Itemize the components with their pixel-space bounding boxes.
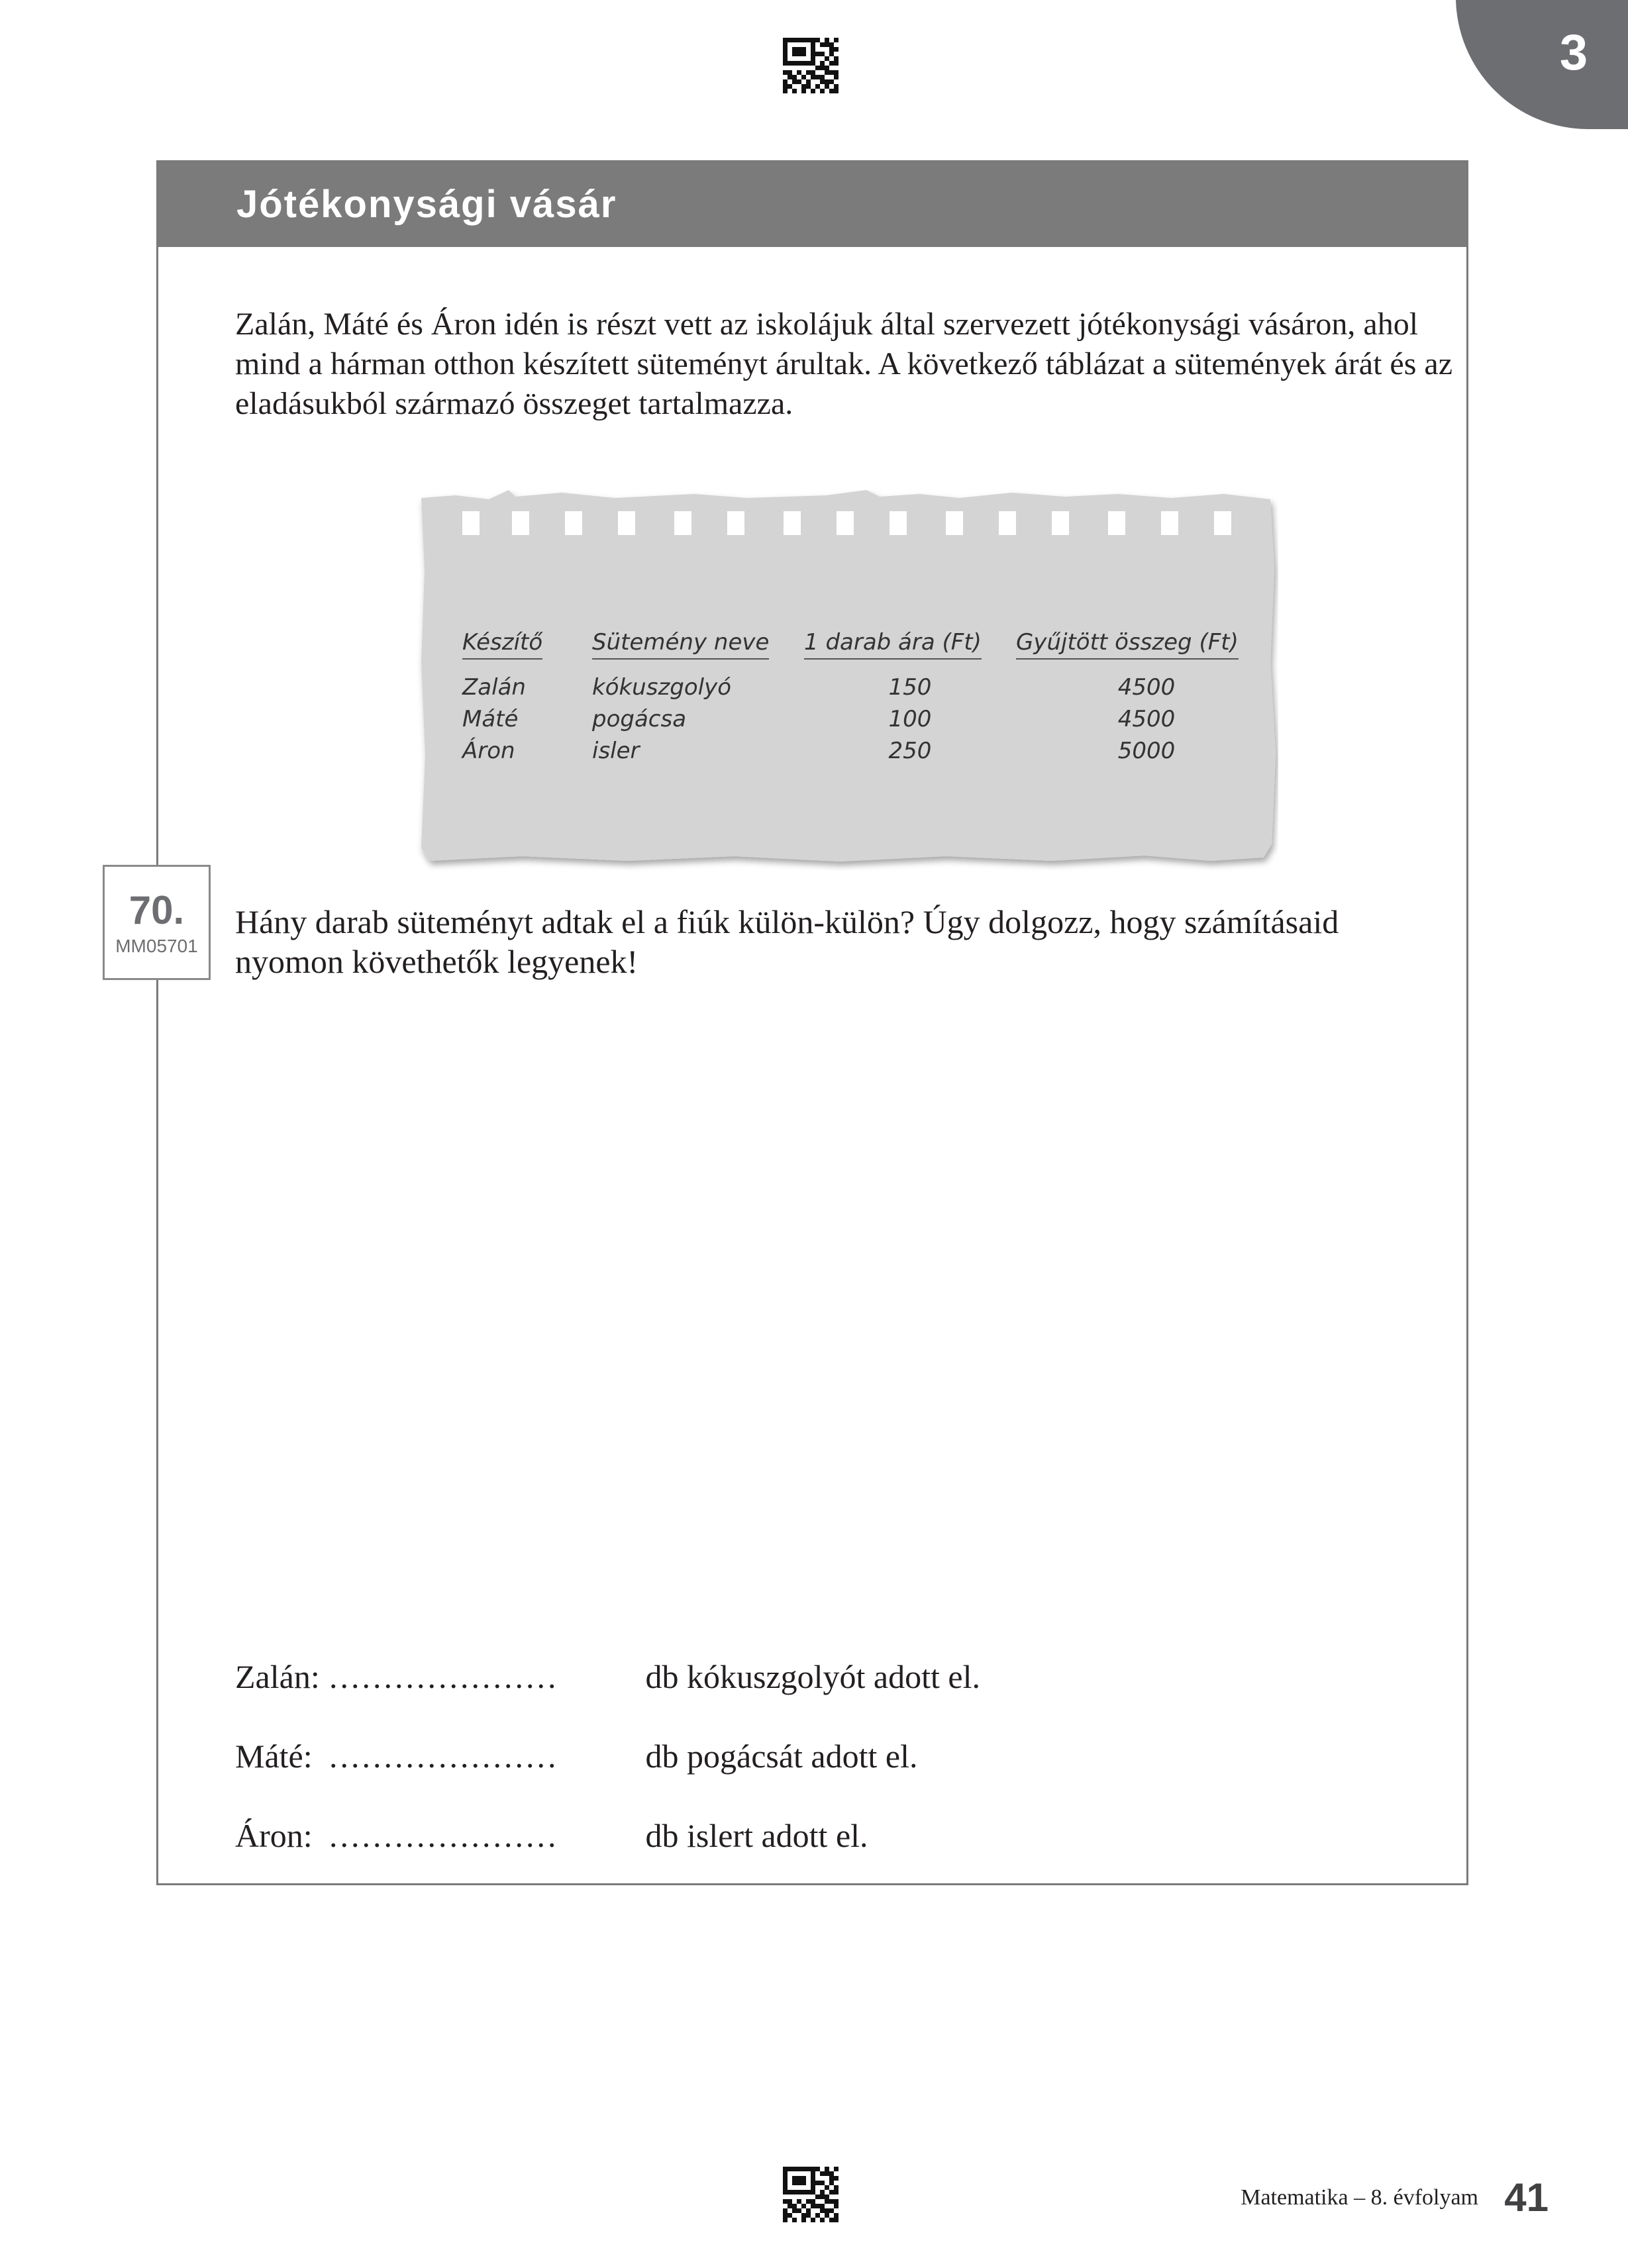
- header-maker: Készítő: [462, 629, 592, 671]
- barcode-bottom-icon: [783, 2167, 839, 2222]
- answer-line-zalan: [235, 1657, 980, 1697]
- cake-table: [462, 629, 1277, 767]
- cell-price: 250: [888, 738, 932, 764]
- header-total: Gyűjtött összeg (Ft): [1016, 629, 1277, 671]
- answer-blank[interactable]: .....................: [329, 1658, 559, 1695]
- answer-suffix: db kókuszgolyót adott el.: [645, 1658, 980, 1695]
- answer-suffix: db pogácsát adott el.: [645, 1738, 918, 1775]
- torn-note: [416, 490, 1278, 871]
- cell-total: 5000: [1117, 738, 1176, 764]
- answer-name: Zalán:: [235, 1658, 320, 1695]
- intro-text: Zalán, Máté és Áron idén is részt vett az iskolájuk által szervezett jótékonysági vásáron, ahol mind a hárman otthon készített süteményt árultak. A következő táblázat a sütemények árát és az eladásukból származó összeget tartalmazza.: [235, 307, 1453, 421]
- section-tab: [1456, 0, 1628, 129]
- table-row: [462, 735, 1277, 767]
- question-number: 70.: [128, 888, 185, 932]
- answer-name: Máté:: [235, 1738, 313, 1775]
- footer-subject: Matematika – 8. évfolyam: [1241, 2185, 1478, 2210]
- cell-price: 100: [888, 706, 932, 732]
- header-cake-name: Sütemény neve: [592, 629, 804, 671]
- cell-total: 4500: [1117, 674, 1176, 701]
- header-unit-price: 1 darab ára (Ft): [804, 629, 1016, 671]
- cell-price: 150: [888, 674, 932, 701]
- table-header-row: [462, 629, 1277, 671]
- answer-blank[interactable]: .....................: [329, 1817, 559, 1854]
- title-bar: [158, 162, 1466, 247]
- answer-suffix: db islert adott el.: [645, 1817, 868, 1854]
- cell-maker: Máté: [462, 706, 519, 732]
- page-title: Jótékonysági vásár: [236, 183, 617, 226]
- table-row: [462, 703, 1277, 735]
- cell-total: 4500: [1117, 706, 1176, 732]
- page-number: 41: [1504, 2175, 1549, 2220]
- answer-line-aron: [235, 1816, 868, 1855]
- cell-cake: kókuszgolyó: [592, 674, 732, 701]
- question-number-box: [103, 865, 211, 980]
- cell-cake: isler: [592, 738, 640, 764]
- cell-maker: Zalán: [462, 674, 526, 701]
- answer-blank[interactable]: .....................: [329, 1738, 559, 1775]
- cell-maker: Áron: [462, 738, 515, 764]
- barcode-top-icon: [783, 38, 839, 93]
- cell-cake: pogácsa: [592, 706, 687, 732]
- table-row: [462, 671, 1277, 703]
- answer-name: Áron:: [235, 1817, 313, 1854]
- question-text: Hány darab süteményt adtak el a fiúk külön-külön? Úgy dolgozz, hogy számításaid nyomon követhetők legyenek!: [235, 903, 1339, 980]
- answer-line-mate: [235, 1736, 918, 1776]
- question-code: MM05701: [115, 936, 198, 956]
- section-number: 3: [1559, 25, 1588, 81]
